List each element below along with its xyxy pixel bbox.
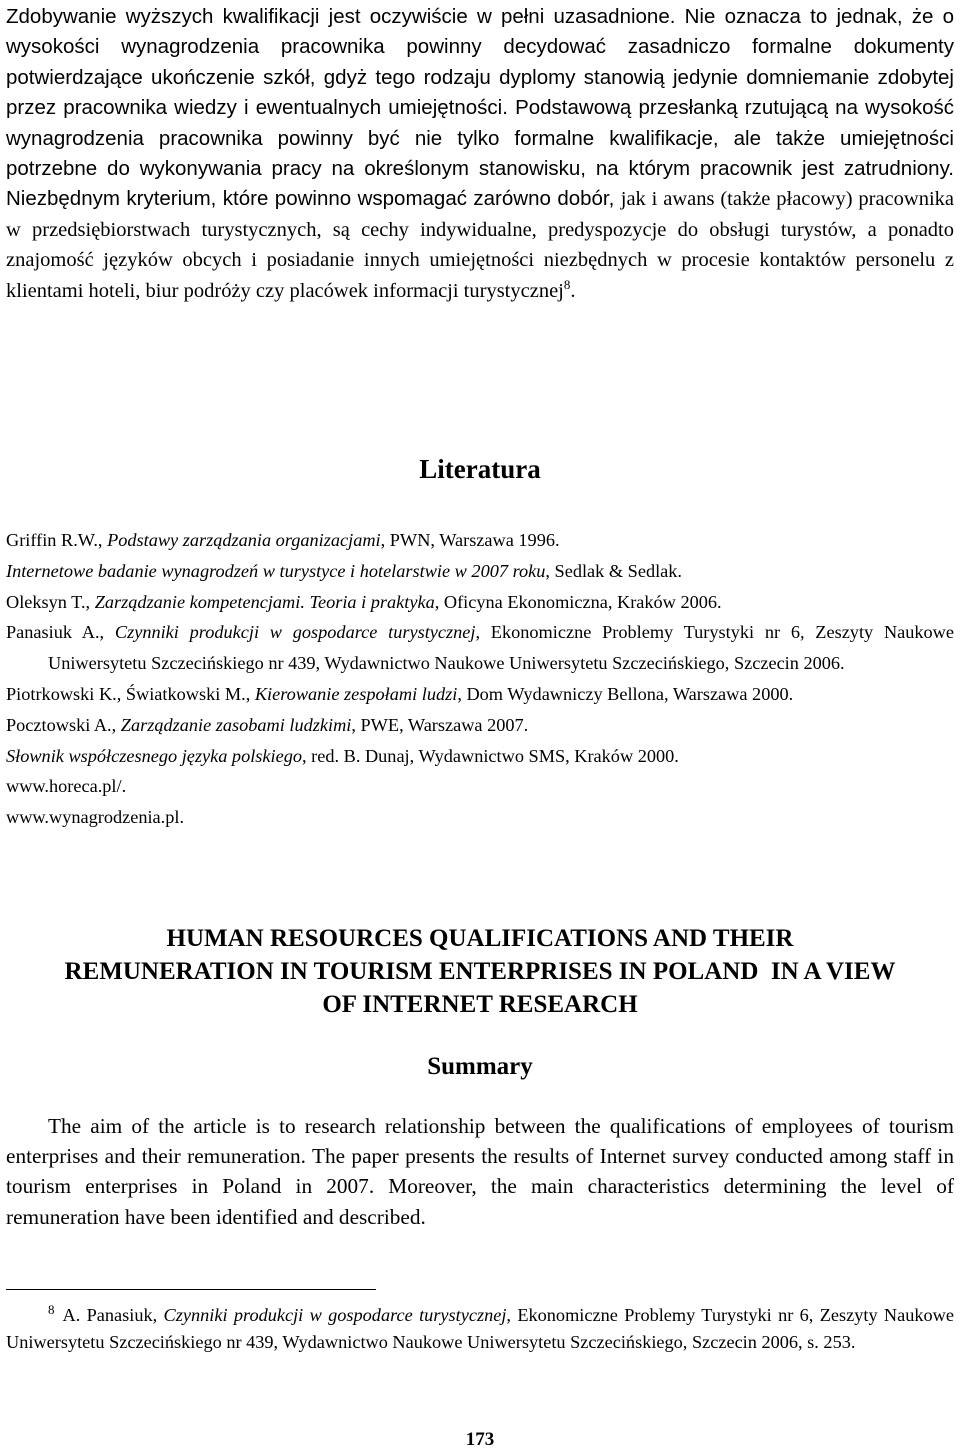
reference-authors: Oleksyn T., [6,591,95,612]
reference-authors: Pocztowski A., [6,714,121,735]
reference-item [6,525,954,556]
reference-title: Zarządzanie zasobami ludzkimi [120,714,352,735]
reference-link[interactable] [6,802,954,833]
reference-publisher: , red. B. Dunaj, Wydawnictwo SMS, Kraków 2000. [302,745,679,766]
reference-authors: Panasiuk A., [6,622,115,643]
reference-publisher: , Sedlak & Sedlak. [545,560,682,581]
reference-title: Internetowe badanie wynagrodzeń w turystyce i hotelarstwie w 2007 roku [6,560,546,581]
literature-heading: Literatura [419,454,541,484]
reference-item [6,741,954,772]
reference-publisher: , PWN, Warszawa 1996. [380,530,560,550]
reference-publisher: , Oficyna Ekonomiczna, Kraków 2006. [434,591,722,612]
reference-item [6,679,954,710]
footnote-authors: A. Panasiuk, [62,1305,164,1325]
page-number: 173 [465,1429,495,1450]
reference-title: Czynniki produkcji w gospodarce turystycznej [114,622,476,643]
footnote [6,1302,954,1355]
reference-authors: Piotrkowski K., Światkowski M., [6,683,255,704]
reference-item [6,587,954,618]
english-title-line: OF INTERNET RESEARCH [322,991,638,1018]
footnote-number: 8 [48,1301,55,1317]
reference-publisher: , Dom Wydawniczy Bellona, Warszawa 2000. [457,683,794,704]
summary-heading: Summary [427,1053,533,1080]
body-text-part1: Zdobywanie wyższych kwalifikacji jest oczywiście w pełni uzasadnione. Nie oznacza to jednak, że o wysokości wynagrodzenia pracownika powinny decydować zasadniczo formalne dokumenty potwierdzające ukończenie szkół, gdyż tego rodzaju dyplomy stanowią jedynie domniemanie zdobytej przez pracownika wiedzy i ewentualnych umiejętności. Podstawową przesłanką rzutującą na wysokość wynagrodzenia pracownika powinny być nie tylko formalne kwalifikacje, ale także umiejętności potrzebne do wykonywania pracy na określonym stanowisku, na którym pracownik jest zatrudniony. Niezbędnym kryterium, które powinno wspomagać zarówno dobór, [6,5,954,211]
english-title-line: REMUNERATION IN TOURISM ENTERPRISES IN POLAND IN A VIEW [64,958,896,985]
body-paragraph [6,2,954,306]
reference-link[interactable] [6,771,954,802]
reference-title: Podstawy zarządzania organizacjami [107,530,381,550]
reference-title: Kierowanie zespołami ludzi [254,683,458,704]
document-page [6,0,954,1455]
reference-title: Zarządzanie kompetencjami. Teoria i praktyka [94,591,435,612]
summary-text: The aim of the article is to research relationship between the qualifications of employees of tourism enterprises and their remuneration. The paper presents the results of Internet survey conducted among staff in tourism enterprises in Poland in 2007. Moreover, the main characteristics determining the level of remuneration have been identified and described. [6,1114,954,1229]
reference-url[interactable]: www.horeca.pl/. [6,776,127,797]
footnote-reference[interactable]: 8 [563,276,571,292]
footnote-title: Czynniki produkcji w gospodarce turystycznej [163,1305,507,1325]
reference-title: Słownik współczesnego języka polskiego [6,745,302,766]
reference-publisher: , Ekonomiczne Problemy Turystyki nr 6, Zeszyty Naukowe Uniwersytetu Szczecińskiego nr 439, Wydawnictwo Naukowe Uniwersytetu Szczecińskiego, Szczecin 2006. [48,622,954,674]
reference-list [6,525,954,833]
english-title-line: HUMAN RESOURCES QUALIFICATIONS AND THEIR [166,925,794,952]
body-text-part2: jak i awans (także płacowy) pracownika w przedsiębiorstwach turystycznych, są cechy indywidualne, predyspozycje do obsługi turystów, a ponadto znajomość języków obcych i posiadanie innych umiejętności niezbędnych w procesie kontaktów personelu z klientami hoteli, biur podróży czy placówek informacji turystycznej [6,188,955,302]
footnote-publisher: , Ekonomiczne Problemy Turystyki nr 6, Zeszyty Naukowe Uniwersytetu Szczecińskiego nr 439, Wydawnictwo Naukowe Uniwersytetu Szczecińskiego, Szczecin 2006, s. 253. [6,1305,954,1352]
reference-item [6,556,954,587]
reference-item [6,617,954,679]
reference-authors: Griffin R.W., [6,530,108,550]
english-title [6,922,954,1021]
reference-url[interactable]: www.wynagrodzenia.pl. [6,807,185,828]
footnote-divider [6,1289,376,1290]
body-text-end: . [570,279,576,302]
reference-publisher: , PWE, Warszawa 2007. [351,714,529,735]
reference-item [6,710,954,741]
